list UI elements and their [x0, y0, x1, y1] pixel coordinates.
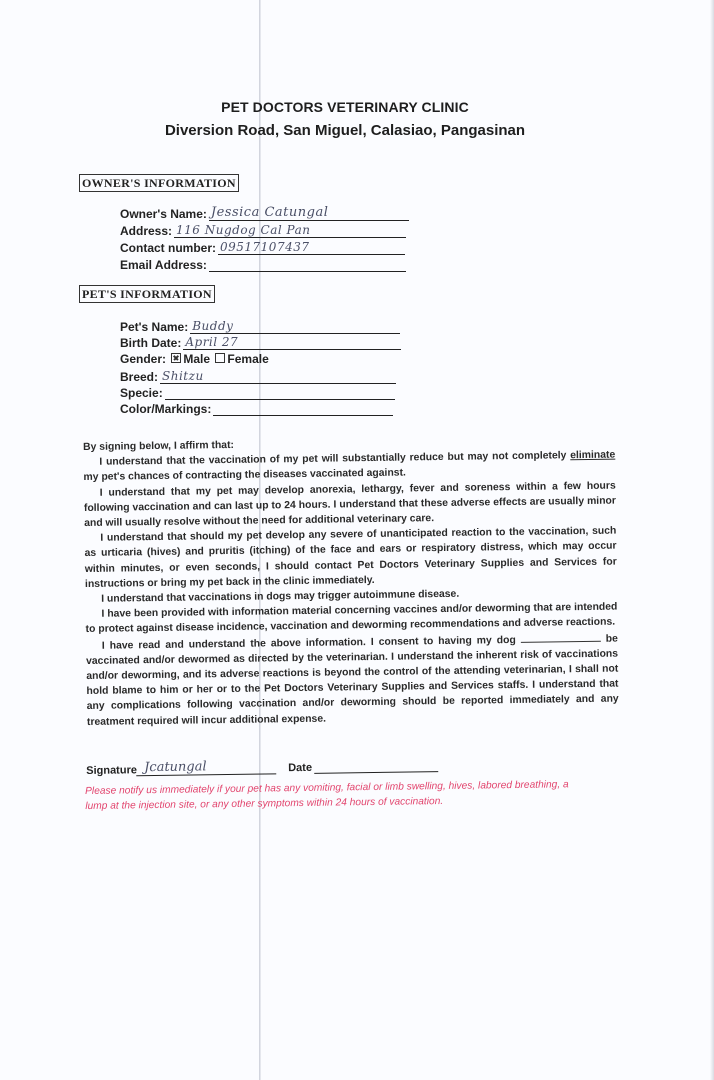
clinic-address: Diversion Road, San Miguel, Calasiao, Pangasinan — [164, 122, 526, 139]
vaccination-notice: Please notify us immediately if your pet has any vomiting, facial or limb swelling, hives, labored breathing, a lump at the injection site, or any other symptoms within 24 hours of vaccination. — [85, 779, 569, 812]
date-label: Date — [288, 761, 313, 775]
color-markings-label: Color/Markings: — [120, 402, 212, 416]
contact-field — [120, 239, 405, 255]
pet-section-title: PET'S INFORMATION — [79, 285, 215, 303]
birth-date-line[interactable] — [183, 335, 401, 350]
agreement-text — [83, 433, 619, 730]
agreement-paragraph-6 — [86, 630, 619, 730]
pet-name-value: Buddy — [192, 319, 234, 333]
signature-row — [86, 752, 446, 779]
breed-label: Breed: — [120, 370, 159, 384]
breed-field — [120, 368, 396, 384]
color-markings-field — [120, 400, 393, 416]
email-line[interactable] — [209, 257, 406, 272]
agreement-paragraph-3: I understand that should my pet develop any severe of unanticipated reaction to the vaccination, such as urticaria (hives) and pruritis (itching) of the face and ears or respiratory distress, which may occur within minutes, or even seconds, I should contact Pet Doctors Veterinary Supplies and Services for instructions or bring my pet back in the clinic immediately. — [84, 525, 617, 590]
agreement-p1-eliminate: eliminate — [570, 449, 616, 462]
pet-name-line[interactable] — [190, 319, 400, 334]
owner-name-label: Owner's Name: — [120, 207, 207, 221]
gender-female-label: Female — [227, 352, 269, 366]
agreement-p6-start: I have read and understand the above information. I consent to having my dog — [101, 634, 516, 652]
agreement-p1-end: my pet's chances of contracting the diseases vaccinated against. — [83, 467, 406, 484]
paper-edge-shadow — [710, 0, 714, 1080]
birth-date-label: Birth Date: — [120, 336, 182, 350]
owner-name-field — [120, 205, 409, 221]
agreement-paragraph-2: I understand that my pet may develop anorexia, lethargy, fever and soreness within a few hours following vaccination and can last up to 24 hours. I understand that these adverse effects are usually minor and will usually resolve without the need for additional veterinary care. — [83, 480, 616, 530]
dog-name-blank[interactable] — [521, 630, 601, 642]
specie-label: Specie: — [120, 386, 163, 400]
signature-value: Jcatungal — [144, 759, 207, 776]
owner-name-value: Jessica Catungal — [210, 205, 329, 220]
contact-line[interactable] — [218, 240, 405, 255]
pet-name-label: Pet's Name: — [120, 320, 189, 334]
agreement-p1-start: I understand that the vaccination of my pet will substantially reduce but may not completely — [99, 450, 567, 468]
gender-male-label: Male — [183, 352, 211, 366]
contact-value: 09517107437 — [220, 240, 310, 254]
address-field — [120, 222, 406, 238]
specie-field — [120, 384, 395, 400]
breed-line[interactable] — [160, 369, 396, 384]
owner-section-title: OWNER'S INFORMATION — [79, 174, 239, 192]
gender-label: Gender: — [120, 352, 167, 366]
owner-name-line[interactable] — [209, 206, 409, 221]
address-value: 116 Nugdog Cal Pan — [176, 223, 311, 237]
agreement-p6-end: be vaccinated and/or dewormed as directed by the veterinarian. I understand the inherent risk of vaccinations and/or deworming, and its adverse reactions is beyond the control of the attending veterinarian, I shall not hold blame to him or her or to the Pet Doctors Veterinary Supplies and Services staffs. I understand that any complications following vaccination and/or deworming should be reported immediately and any treatment required will incur additional expense. — [86, 633, 619, 728]
breed-value: Shitzu — [162, 369, 204, 383]
clinic-name: PET DOCTORS VETERINARY CLINIC — [221, 99, 469, 115]
agreement-paragraph-4: I understand that vaccinations in dogs may trigger autoimmune disease. — [101, 588, 460, 605]
email-label: Email Address: — [120, 258, 207, 272]
gender-male-checkbox[interactable] — [171, 353, 181, 363]
birth-date-value: April 27 — [185, 335, 239, 349]
gender-field — [120, 352, 269, 366]
color-markings-line[interactable] — [213, 401, 393, 416]
address-label: Address: — [120, 224, 173, 238]
signature-label: Signature — [86, 764, 138, 777]
pet-name-field — [120, 318, 400, 334]
date-line[interactable] — [314, 771, 438, 774]
birth-date-field — [120, 334, 401, 350]
agreement-paragraph-5: I have been provided with information material concerning vaccines and/or deworming that are intended to protect against disease incidence, vaccination and deworming recommendations and adverse reactions. — [85, 601, 618, 636]
specie-line[interactable] — [165, 385, 395, 400]
email-field — [120, 256, 406, 272]
contact-label: Contact number: — [120, 241, 216, 255]
agreement-intro: By signing below, I affirm that: — [83, 439, 235, 453]
address-line[interactable] — [174, 223, 406, 238]
gender-female-checkbox[interactable] — [215, 353, 225, 363]
